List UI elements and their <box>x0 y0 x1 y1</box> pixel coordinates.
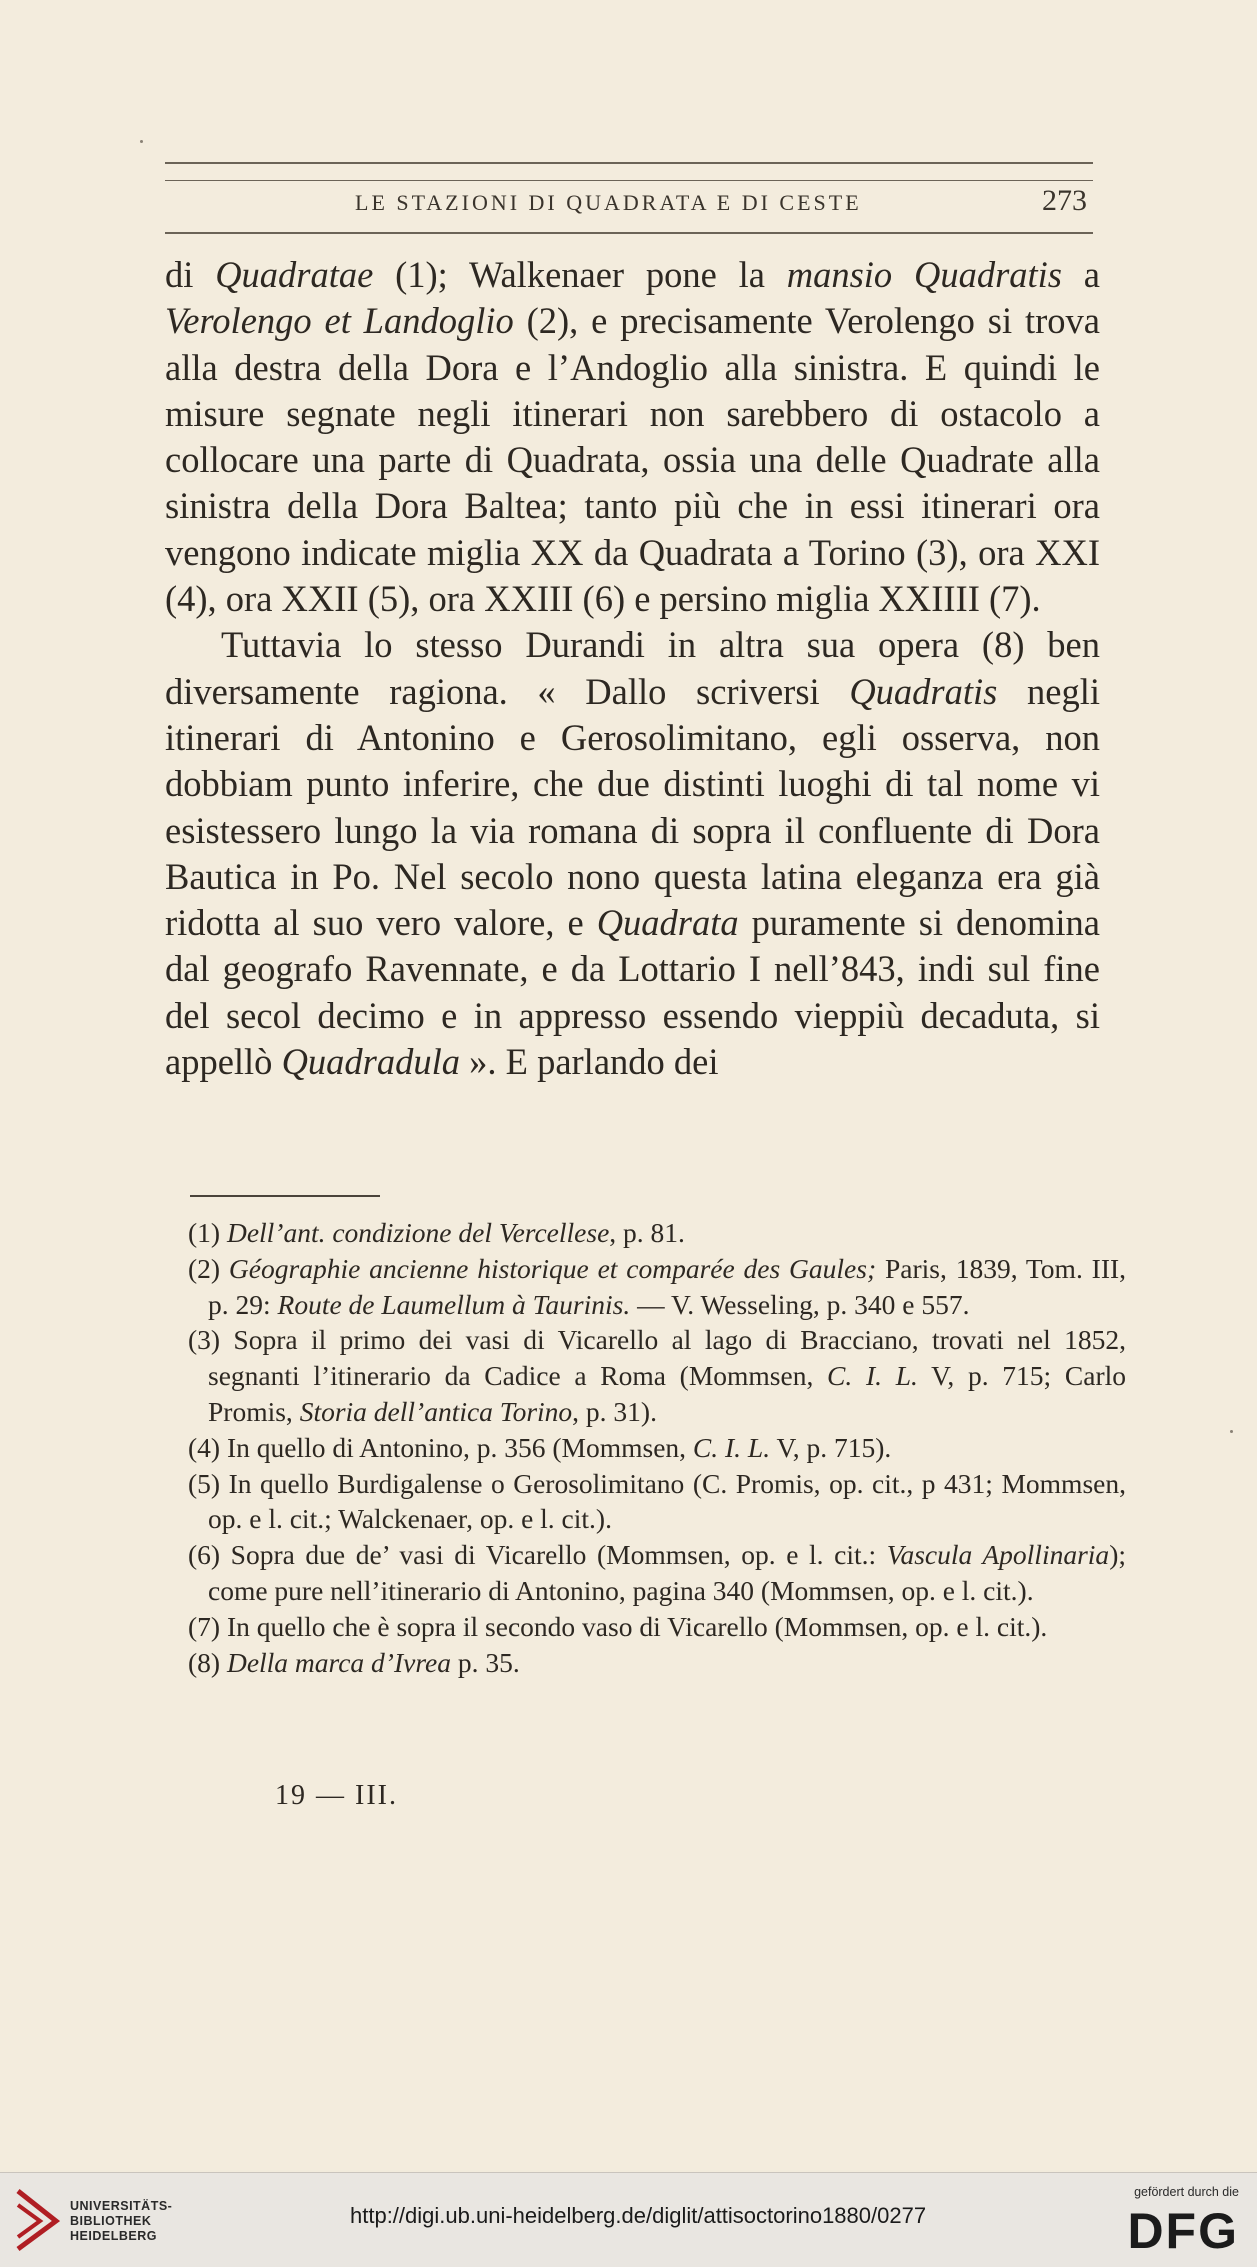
italic-run: Della marca d’Ivrea <box>226 1646 451 1678</box>
text-run: Tuttavia lo stesso Durandi in altra sua opera (8) ben diversamente ragiona. « Dallo scriversi <box>165 624 1100 712</box>
paper-speck <box>140 140 143 143</box>
footnote-6 <box>188 1537 1126 1609</box>
text-run: (1) <box>188 1217 227 1248</box>
text-run: (3) Sopra il primo dei vasi di Vicarello al lago di Bracciano, trovati nel 1852, segnanti l’itinerario da Cadice a Roma (Mommsen, <box>188 1324 1126 1392</box>
italic-run: Quadrata <box>596 902 739 944</box>
library-line-2: BIBLIOTHEK <box>70 2214 152 2228</box>
header-rule-bottom <box>165 232 1093 234</box>
text-run: negli itinerari di Antonino e Gerosolimitano, egli osserva, non dobbiam punto inferire, che due distinti luoghi di tal nome vi esistessero lungo la via romana di sopra il confluente di Dora Bautica in Po. Nel secolo nono questa latina eleganza era già ridotta al suo vero valore, e <box>165 670 1100 944</box>
text-run: (2) <box>188 1252 229 1284</box>
italic-run: Route de Laumellum à Taurinis. <box>277 1288 631 1320</box>
italic-run: Dell’ant. condizione del Vercellese <box>226 1217 610 1248</box>
text-run: (7) In quello che è sopra il secondo vaso di Vicarello (Mommsen, op. e l. cit.). <box>188 1610 1048 1642</box>
text-run: di <box>165 254 216 295</box>
main-text <box>165 252 1100 1085</box>
footnote-1 <box>188 1215 1126 1251</box>
text-run: ); come pure nell’itinerario di Antonino, pagina 340 (Mommsen, op. e l. cit.). <box>208 1539 1126 1606</box>
page-number: 273 <box>1042 184 1087 217</box>
text-run: (5) In quello Burdigalense o Gerosolimitano (C. Promis, op. cit., p 431; Mommsen, op. e l. cit.; Walckenaer, op. e l. cit.). <box>188 1467 1126 1535</box>
library-line-3: HEIDELBERG <box>70 2229 157 2243</box>
text-run: (2), e precisamente Verolengo si trova alla destra della Dora e l’Andoglio alla sinistra. E quindi le misure segnate negli itinerari non sarebbero di ostacolo a collocare una parte di Quadrata, ossia una delle Quadrate alla sinistra della Dora Baltea; tanto più che in essi itinerari ora vengono indicate miglia XX da Quadrata a Torino (3), ora XXI (4), ora XXII (5), ora XXIII (6) e persino miglia XXIIII (7). <box>165 300 1100 620</box>
italic-run: C. I. L. <box>827 1360 918 1392</box>
italic-run: Verolengo et Landoglio <box>165 300 514 342</box>
text-run: (6) Sopra due de’ vasi di Vicarello (Mommsen, op. e l. cit.: <box>188 1539 887 1571</box>
text-run: — V. Wesseling, p. 340 e 557. <box>630 1288 970 1320</box>
dfg-logo: DFG <box>1127 2203 1239 2259</box>
paragraph-1 <box>165 252 1100 622</box>
italic-run: Storia dell’antica Torino <box>299 1395 573 1427</box>
text-run: (8) <box>188 1646 227 1678</box>
permalink[interactable]: http://digi.ub.uni-heidelberg.de/diglit/attisoctorino1880/0277 <box>350 2203 927 2228</box>
text-run: (4) In quello di Antonino, p. 356 (Mommsen, <box>188 1431 693 1463</box>
italic-run: Géographie ancienne historique et comparée des Gaules; <box>228 1252 877 1284</box>
running-header <box>165 176 1095 236</box>
italic-run: Vascula Apollinaria <box>886 1539 1110 1571</box>
text-run: a <box>1062 254 1100 295</box>
text-run: V, p. 715). <box>770 1431 892 1463</box>
footnote-4 <box>188 1430 1126 1466</box>
italic-run: mansio Quadratis <box>786 254 1063 295</box>
university-library-logo-icon <box>14 2187 60 2253</box>
funded-by-label: gefördert durch die <box>1134 2185 1239 2199</box>
text-run: , p. 31). <box>572 1395 657 1427</box>
text-run: (1); Walkenaer pone la <box>373 254 787 295</box>
footnote-7 <box>188 1609 1126 1645</box>
paragraph-2 <box>165 622 1100 1085</box>
header-rule-top <box>165 162 1093 164</box>
text-run: ». E parlando dei <box>460 1041 719 1083</box>
signature-mark: 19 — III. <box>275 1780 398 1811</box>
text-run: Paris, 1839, Tom. III, p. 29: <box>208 1252 1127 1320</box>
footnote-3 <box>188 1322 1126 1429</box>
italic-run: Quadratae <box>215 254 374 295</box>
library-name <box>70 2199 172 2244</box>
running-title: LE STAZIONI DI QUADRATA E DI CESTE <box>355 190 862 215</box>
footnotes <box>188 1215 1126 1680</box>
text-run: puramente si denomina dal geografo Ravennate, e da Lottario I nell’843, indi sul fine del secol decimo e in appresso essendo vieppiù decaduta, si appellò <box>165 902 1100 1083</box>
digitization-footer <box>0 2172 1257 2267</box>
paper-speck <box>1230 1430 1233 1433</box>
italic-run: Quadratis <box>849 670 998 712</box>
text-run: p. 35. <box>450 1646 520 1678</box>
footnote-separator <box>190 1195 380 1197</box>
text-run: , p. 81. <box>609 1217 685 1248</box>
footnote-8 <box>188 1645 1126 1681</box>
italic-run: C. I. L. <box>692 1431 771 1463</box>
footnote-2 <box>188 1251 1126 1323</box>
library-line-1: UNIVERSITÄTS- <box>70 2199 173 2213</box>
text-run: V, p. 715; Carlo Promis, <box>208 1360 1126 1427</box>
footnote-5 <box>188 1466 1126 1538</box>
italic-run: Quadradula <box>281 1041 461 1083</box>
